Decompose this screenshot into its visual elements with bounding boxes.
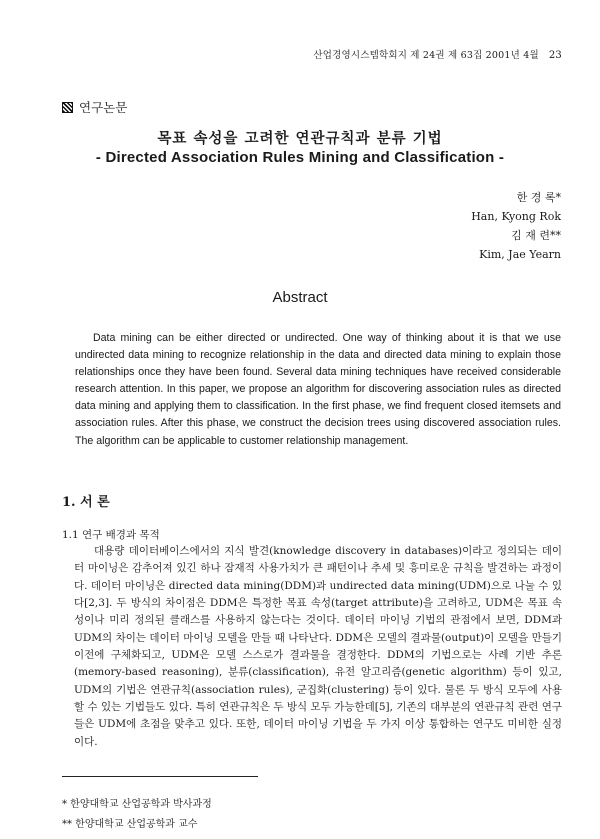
running-header bbox=[0, 47, 562, 61]
subsection-heading: 1.1 연구 배경과 목적 bbox=[62, 529, 160, 541]
section-heading: 1. 서 론 bbox=[62, 495, 110, 510]
abstract-body: Data mining can be either directed or undirected. One way of thinking about it is that we use undirected data mining to recognize relationship in the data and directed data mining to explain those relationships once they have been found. Several data mining techniques have received considerable research attention. In this paper, we propose an algorithm for discovering association rules as directed data mining and applying them to classification. In the first phase, we find frequent closed itemsets and association rules. After this phase, we construct the decision trees using discovered association rules. The algorithm can be applicable to customer relationship management. bbox=[75, 332, 561, 447]
author-2-korean: 김 재 련** bbox=[511, 229, 561, 242]
hatched-square-icon bbox=[62, 102, 73, 113]
title-english: - Directed Association Rules Mining and Classification - bbox=[95, 149, 505, 166]
section-label bbox=[62, 98, 127, 116]
section-label-text: 연구논문 bbox=[79, 100, 128, 115]
journal-info: 산업경영시스템학회지 제 24권 제 63집 2001년 4월 bbox=[313, 50, 539, 61]
page-number: 23 bbox=[548, 50, 562, 61]
title-korean: 목표 속성을 고려한 연관규칙과 분류 기법 bbox=[157, 130, 443, 147]
author-2-english: Kim, Jae Yearn bbox=[479, 248, 561, 261]
abstract-heading: Abstract bbox=[272, 289, 328, 306]
footnote-1: * 한양대학교 산업공학과 박사과정 bbox=[62, 799, 212, 810]
author-1-english: Han, Kyong Rok bbox=[471, 210, 561, 223]
body-paragraph: 대용량 데이터베이스에서의 지식 발견(knowledge discovery in databases)이라고 정의되는 데이터 마이닝은 감추어져 있긴 하나 잠재적 사용가치가 큰 패턴이나 추세 및 흥미로운 규칙을 발견하는 과정이다. 데이터 마이닝은 directed data mining(DDM)과 undirected data mining(UDM)으로 나눌 수 있다[2,3]. 두 방식의 차이점은 DDM은 특정한 목표 속성(target attribute)을 고려하고, UDM은 목표 속성이나 미리 정의된 클래스를 사용하지 않는다는 것이다. 데이터 마이닝 기법의 관점에서 보면, DDM과 UDM의 차이는 데이터 마이닝 모델을 만들 때 나타난다. DDM은 모델의 결과물(output)이 모델을 만들기 이전에 구체화되고, UDM은 모델 스스로가 결과물을 결정한다. DDM의 기법으로는 사례 기반 추론(memory-based reasoning), 분류(classification), 유전 알고리즘(genetic algorithm) 등이 있고, UDM의 기법은 연관규칙(association rules), 군집화(clustering) 등이 있다. 물론 두 방식 모두에 사용할 수 있는 기법들도 있다. 특히 연관규칙은 두 방식 모두 가능한데[5], 기존의 대부분의 연관규칙 관련 연구들은 UDM에 초점을 맞추고 있다. 또한, 데이터 마이닝 기법을 두 가지 이상 통합하는 연구도 미비한 실정이다. bbox=[74, 545, 562, 748]
footnote-divider bbox=[62, 776, 258, 777]
footnote-2: ** 한양대학교 산업공학과 교수 bbox=[62, 819, 198, 830]
author-1-korean: 한 경 록* bbox=[516, 191, 561, 204]
author-block bbox=[361, 188, 561, 264]
